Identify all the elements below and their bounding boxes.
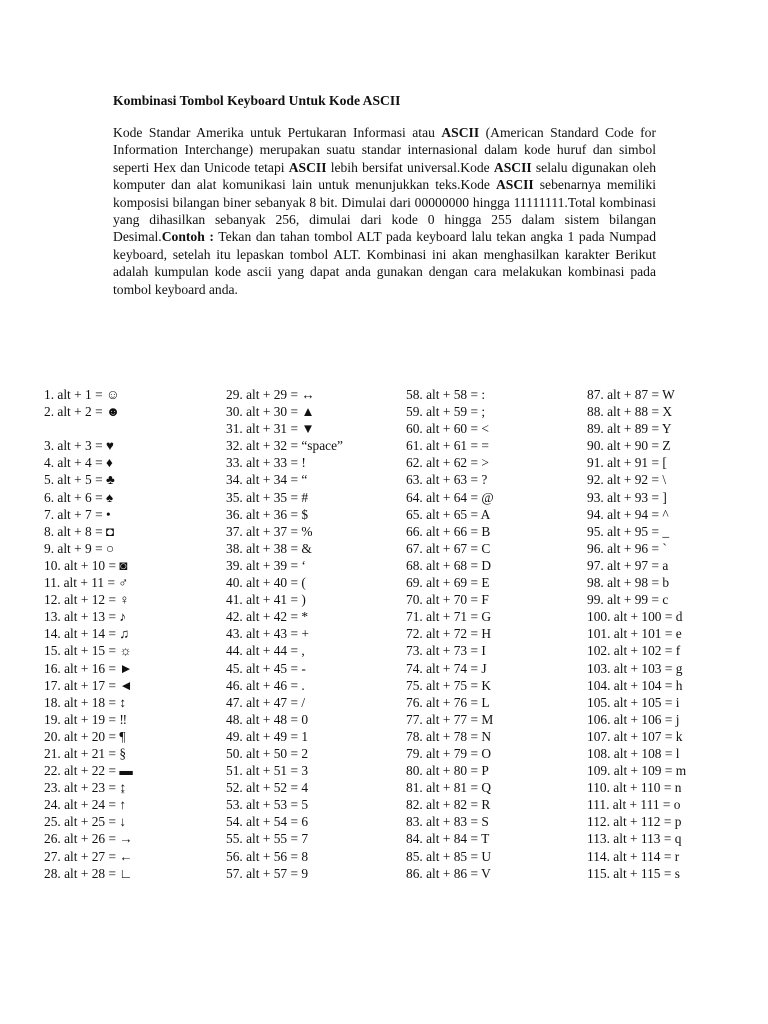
ascii-code-row: 63. alt + 63 = ? — [406, 472, 488, 488]
intro-text-segment: lebih bersifat universal.Kode — [326, 159, 494, 175]
intro-paragraph — [113, 124, 656, 298]
ascii-code-row: 15. alt + 15 = ☼ — [44, 643, 132, 659]
ascii-code-row: 99. alt + 99 = c — [587, 592, 669, 608]
ascii-code-row: 112. alt + 112 = p — [587, 814, 682, 830]
ascii-code-row: 51. alt + 51 = 3 — [226, 763, 309, 779]
ascii-code-row: 35. alt + 35 = # — [226, 489, 309, 505]
intro-bold-term: ASCII — [441, 125, 480, 140]
ascii-code-row: 44. alt + 44 = , — [226, 643, 305, 659]
ascii-code-row: 103. alt + 103 = g — [587, 660, 683, 676]
ascii-code-row: 71. alt + 71 = G — [406, 609, 492, 625]
ascii-code-row: 73. alt + 73 = I — [406, 643, 486, 659]
document-title: Kombinasi Tombol Keyboard Untuk Kode ASCII — [113, 93, 401, 108]
ascii-code-row: 42. alt + 42 = * — [226, 609, 309, 625]
ascii-code-row: 84. alt + 84 = T — [406, 831, 490, 847]
ascii-code-row: 79. alt + 79 = O — [406, 745, 492, 761]
ascii-code-row: 11. alt + 11 = ♂ — [44, 575, 129, 591]
ascii-code-row: 4. alt + 4 = ♦ — [44, 455, 113, 471]
ascii-code-row: 107. alt + 107 = k — [587, 728, 683, 744]
ascii-code-row: 89. alt + 89 = Y — [587, 421, 672, 437]
ascii-code-row: 114. alt + 114 = r — [587, 848, 680, 864]
ascii-code-row: 47. alt + 47 = / — [226, 694, 306, 710]
ascii-code-row: 98. alt + 98 = b — [587, 575, 670, 591]
ascii-code-row: 69. alt + 69 = E — [406, 575, 490, 591]
ascii-code-row: 86. alt + 86 = V — [406, 865, 491, 881]
ascii-code-row: 82. alt + 82 = R — [406, 797, 491, 813]
ascii-code-row: 32. alt + 32 = “space” — [226, 438, 343, 454]
ascii-row-spacer — [44, 420, 133, 437]
ascii-code-row: 54. alt + 54 = 6 — [226, 814, 309, 830]
ascii-code-row: 109. alt + 109 = m — [587, 763, 687, 779]
ascii-code-row: 81. alt + 81 = Q — [406, 780, 492, 796]
ascii-code-row: 68. alt + 68 = D — [406, 557, 492, 573]
ascii-code-row: 60. alt + 60 = < — [406, 421, 489, 437]
ascii-code-row: 43. alt + 43 = + — [226, 626, 309, 642]
ascii-code-row: 75. alt + 75 = K — [406, 677, 492, 693]
ascii-code-row: 18. alt + 18 = ↕ — [44, 694, 127, 710]
ascii-code-row: 16. alt + 16 = ► — [44, 660, 133, 676]
ascii-code-row: 65. alt + 65 = A — [406, 506, 491, 522]
ascii-code-row: 37. alt + 37 = % — [226, 523, 313, 539]
ascii-code-row: 23. alt + 23 = ↨ — [44, 780, 127, 796]
ascii-code-row: 96. alt + 96 = ` — [587, 540, 667, 556]
ascii-code-row: 55. alt + 55 = 7 — [226, 831, 309, 847]
ascii-code-row: 31. alt + 31 = ▼ — [226, 421, 315, 437]
ascii-code-row: 40. alt + 40 = ( — [226, 575, 306, 591]
ascii-code-row: 110. alt + 110 = n — [587, 780, 682, 796]
ascii-code-row: 9. alt + 9 = ○ — [44, 540, 115, 556]
ascii-code-row: 70. alt + 70 = F — [406, 592, 489, 608]
ascii-code-row: 66. alt + 66 = B — [406, 523, 491, 539]
ascii-code-row: 59. alt + 59 = ; — [406, 404, 486, 420]
ascii-code-row: 94. alt + 94 = ^ — [587, 506, 669, 522]
ascii-code-row: 13. alt + 13 = ♪ — [44, 609, 127, 625]
ascii-code-row: 100. alt + 100 = d — [587, 609, 683, 625]
ascii-code-row: 78. alt + 78 = N — [406, 728, 492, 744]
ascii-code-row: 102. alt + 102 = f — [587, 643, 681, 659]
ascii-code-row: 88. alt + 88 = X — [587, 404, 673, 420]
intro-bold-term: ASCII — [495, 177, 534, 193]
ascii-code-row: 57. alt + 57 = 9 — [226, 865, 309, 881]
intro-text-segment: Tekan dan tahan tombol ALT pada keyboard lalu tekan angka 1 pada Numpad keyboard, setelah itu lepaskan tombol ALT. Kombinasi ini akan menghasilkan karakter Berikut adalah kumpulan kode ascii yang dapat anda gunakan dengan cara melakukan kombinasi pada tombol keyboard anda. — [113, 229, 656, 297]
ascii-code-row: 14. alt + 14 = ♫ — [44, 626, 130, 642]
ascii-code-row: 104. alt + 104 = h — [587, 677, 683, 693]
ascii-code-row: 30. alt + 30 = ▲ — [226, 404, 315, 420]
ascii-code-row: 95. alt + 95 = _ — [587, 523, 670, 539]
ascii-code-row: 1. alt + 1 = ☺ — [44, 387, 120, 402]
intro-text-segment: Kode Standar Amerika untuk Pertukaran Informasi atau — [113, 125, 442, 140]
ascii-code-row: 106. alt + 106 = j — [587, 711, 680, 727]
ascii-code-row: 34. alt + 34 = “ — [226, 472, 308, 488]
ascii-code-row: 41. alt + 41 = ) — [226, 592, 306, 608]
intro-bold-term: Contoh : — [161, 229, 214, 245]
ascii-code-row: 20. alt + 20 = ¶ — [44, 728, 126, 744]
ascii-code-row: 111. alt + 111 = o — [587, 797, 681, 813]
ascii-code-row: 21. alt + 21 = § — [44, 745, 127, 761]
ascii-code-row: 53. alt + 53 = 5 — [226, 797, 309, 813]
ascii-code-row: 17. alt + 17 = ◄ — [44, 677, 133, 693]
ascii-code-row: 92. alt + 92 = \ — [587, 472, 667, 488]
ascii-code-row: 87. alt + 87 = W — [587, 387, 675, 402]
ascii-code-row: 52. alt + 52 = 4 — [226, 780, 309, 796]
ascii-code-row: 61. alt + 61 = = — [406, 438, 489, 454]
ascii-code-row: 108. alt + 108 = l — [587, 745, 680, 761]
ascii-code-row: 58. alt + 58 = : — [406, 387, 486, 402]
intro-text-segment: (American Standard Code for Information Interchange) merupakan suatu standar internasional dalam kode huruf dan simbol seperti Hex dan Unicode tetapi — [113, 125, 656, 175]
ascii-code-row: 115. alt + 115 = s — [587, 865, 680, 881]
intro-text-segment: selalu digunakan oleh komputer dan alat komunikasi lain untuk menunjukkan teks.Kode — [113, 159, 656, 193]
ascii-code-row: 45. alt + 45 = - — [226, 660, 306, 676]
ascii-code-row: 77. alt + 77 = M — [406, 711, 494, 727]
ascii-code-row: 46. alt + 46 = . — [226, 677, 305, 693]
ascii-code-row: 93. alt + 93 = ] — [587, 489, 667, 505]
ascii-code-row: 27. alt + 27 = ← — [44, 848, 133, 864]
ascii-code-row: 3. alt + 3 = ♥ — [44, 438, 114, 454]
intro-text-segment: sebenarnya memiliki komposisi bilangan biner sebanyak 8 bit. Dimulai dari 00000000 hingga 11111111.Total kombinasi yang dihasilkan sebanyak 256, dimulai dari kode 0 hingga 255 dalam sistem bilangan Desimal. — [113, 177, 656, 245]
ascii-code-row: 101. alt + 101 = e — [587, 626, 682, 642]
ascii-code-row: 33. alt + 33 = ! — [226, 455, 306, 471]
ascii-code-row: 6. alt + 6 = ♠ — [44, 489, 114, 505]
intro-bold-term: ASCII — [288, 159, 327, 175]
ascii-code-row: 113. alt + 113 = q — [587, 831, 682, 847]
ascii-code-row: 49. alt + 49 = 1 — [226, 728, 309, 744]
ascii-code-row: 7. alt + 7 = • — [44, 506, 111, 522]
intro-bold-term: ASCII — [493, 159, 532, 175]
ascii-code-row: 64. alt + 64 = @ — [406, 489, 494, 505]
ascii-code-row: 2. alt + 2 = ☻ — [44, 404, 121, 420]
ascii-code-row: 91. alt + 91 = [ — [587, 455, 667, 471]
ascii-code-row: 90. alt + 90 = Z — [587, 438, 671, 454]
ascii-code-row: 38. alt + 38 = & — [226, 540, 312, 556]
ascii-code-row: 83. alt + 83 = S — [406, 814, 489, 830]
ascii-code-row: 12. alt + 12 = ♀ — [44, 592, 130, 608]
ascii-code-row: 74. alt + 74 = J — [406, 660, 487, 676]
ascii-code-row: 36. alt + 36 = $ — [226, 506, 309, 522]
ascii-code-row: 105. alt + 105 = i — [587, 694, 680, 710]
ascii-code-row: 28. alt + 28 = ∟ — [44, 865, 133, 881]
ascii-code-row: 76. alt + 76 = L — [406, 694, 490, 710]
ascii-code-row: 10. alt + 10 = ◙ — [44, 557, 128, 573]
ascii-code-row: 56. alt + 56 = 8 — [226, 848, 309, 864]
ascii-code-row: 50. alt + 50 = 2 — [226, 745, 309, 761]
ascii-code-row: 24. alt + 24 = ↑ — [44, 797, 127, 813]
ascii-code-row: 72. alt + 72 = H — [406, 626, 492, 642]
ascii-code-row: 22. alt + 22 = ▬ — [44, 763, 133, 779]
ascii-code-row: 29. alt + 29 = ↔ — [226, 387, 315, 402]
ascii-column-3 — [406, 386, 494, 882]
ascii-code-row: 97. alt + 97 = a — [587, 557, 669, 573]
ascii-code-row: 85. alt + 85 = U — [406, 848, 492, 864]
ascii-code-row: 62. alt + 62 = > — [406, 455, 489, 471]
ascii-code-row: 8. alt + 8 = ◘ — [44, 523, 115, 539]
ascii-code-row: 80. alt + 80 = P — [406, 763, 489, 779]
ascii-code-row: 19. alt + 19 = ‼ — [44, 711, 128, 727]
ascii-column-2 — [226, 386, 343, 882]
ascii-code-row: 26. alt + 26 = → — [44, 831, 133, 847]
ascii-code-row: 67. alt + 67 = C — [406, 540, 491, 556]
ascii-code-row: 25. alt + 25 = ↓ — [44, 814, 127, 830]
ascii-column-1 — [44, 386, 133, 882]
ascii-column-4 — [587, 386, 686, 882]
ascii-code-row: 39. alt + 39 = ‘ — [226, 557, 306, 573]
ascii-code-row: 5. alt + 5 = ♣ — [44, 472, 115, 488]
ascii-code-row: 48. alt + 48 = 0 — [226, 711, 309, 727]
